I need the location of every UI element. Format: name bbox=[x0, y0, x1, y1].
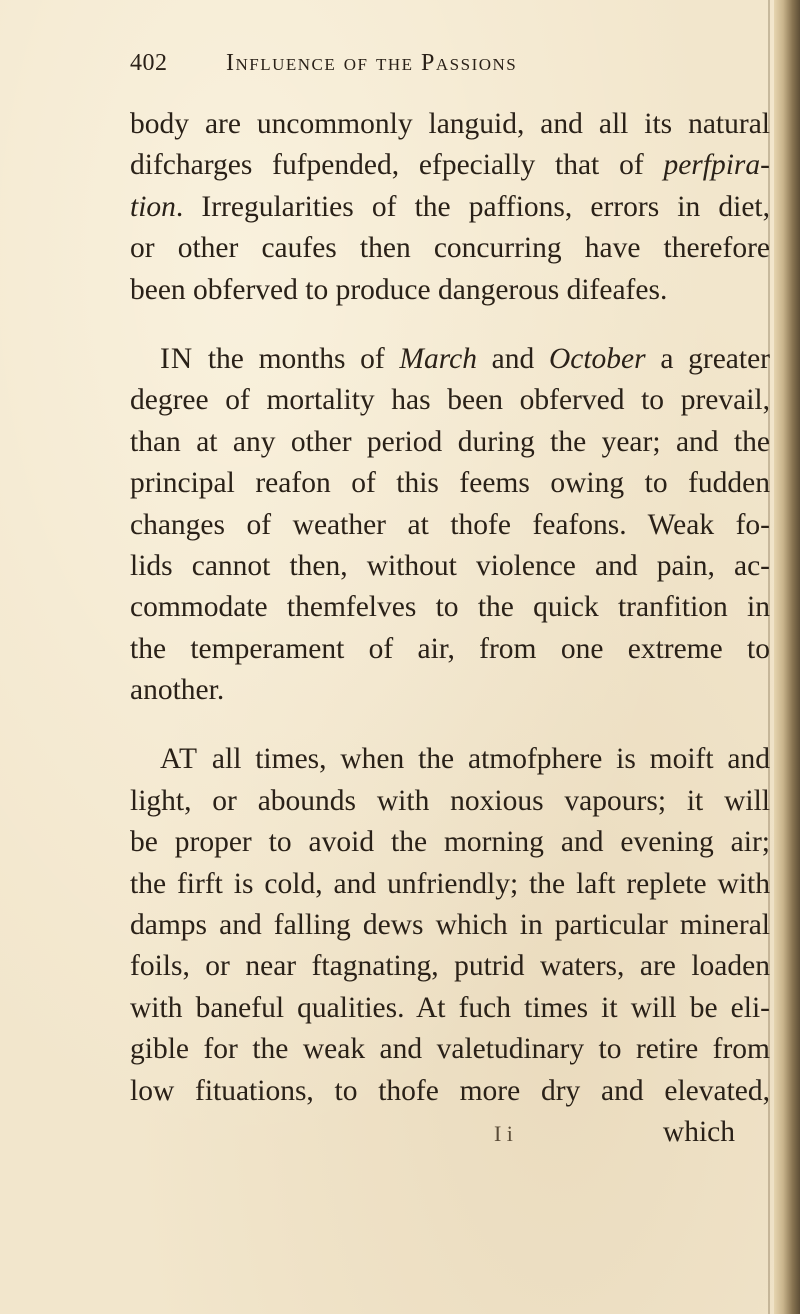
text-line: light, or abounds with noxious vapours; it will bbox=[130, 784, 770, 817]
page-footer bbox=[130, 1112, 770, 1153]
text-line: foils, or near ftagnating, putrid waters, are loaden bbox=[130, 950, 770, 983]
page-number: 402 bbox=[130, 50, 168, 76]
page-gutter bbox=[774, 0, 800, 1314]
text-line: gible for the weak and valetudinary to retire from bbox=[130, 1033, 770, 1066]
running-title: Influence of the Passions bbox=[226, 50, 518, 76]
text-line: AT all times, when the atmofphere is moift and bbox=[160, 743, 770, 776]
text-line: commodate themfelves to the quick tranfition in bbox=[130, 591, 770, 624]
catchword: which bbox=[662, 1115, 735, 1148]
text-line: be proper to avoid the morning and evening air; bbox=[130, 826, 770, 859]
running-head bbox=[130, 50, 770, 86]
text-line: or other caufes then concurring have therefore bbox=[130, 232, 770, 265]
text-line: lids cannot then, without violence and pain, ac- bbox=[130, 549, 770, 582]
text-line: the temperament of air, from one extreme to bbox=[130, 632, 770, 665]
text-line: been obferved to produce dangerous difeafes. bbox=[130, 273, 668, 306]
text-line: the firft is cold, and unfriendly; the laft replete with bbox=[130, 867, 770, 900]
text-line: IN the months of March and October a greater bbox=[160, 342, 770, 375]
text-line: damps and falling dews which in particular mineral bbox=[130, 909, 770, 942]
signature-mark: I i bbox=[493, 1120, 513, 1146]
text-line: with baneful qualities. At fuch times it will be eli- bbox=[130, 991, 770, 1024]
text-line: difcharges fufpended, efpecially that of perfpira- bbox=[130, 149, 770, 182]
body-text bbox=[130, 104, 770, 1153]
text-line: tion. Irregularities of the paffions, errors in diet, bbox=[130, 190, 770, 223]
text-line: principal reafon of this feems owing to fudden bbox=[130, 467, 770, 500]
text-line: body are uncommonly languid, and all its natural bbox=[130, 108, 770, 140]
text-line: than at any other period during the year; and the bbox=[130, 425, 770, 458]
text-line: changes of weather at thofe feafons. Weak fo- bbox=[130, 508, 770, 541]
text-line: low fituations, to thofe more dry and elevated, bbox=[130, 1074, 770, 1107]
text-line: another. bbox=[130, 674, 225, 707]
text-line: degree of mortality has been obferved to prevail, bbox=[130, 384, 770, 417]
